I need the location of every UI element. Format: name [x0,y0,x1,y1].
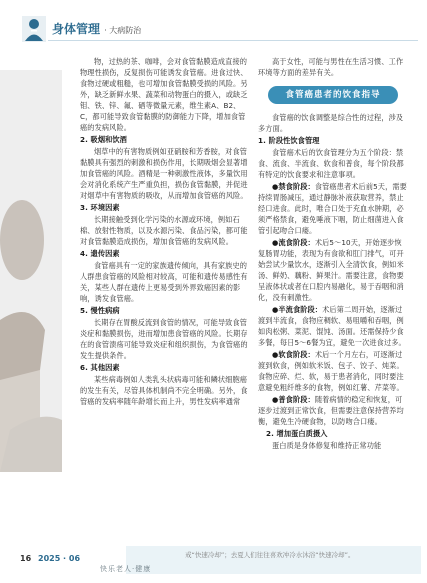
subheading: 6. 其他因素 [80,363,120,372]
side-photo [0,70,62,472]
lead-paragraph [258,304,408,348]
subheading: 3. 环境因素 [80,203,120,212]
subheading: 2. 吸烟和饮酒 [80,135,127,144]
lead-paragraph [258,181,408,236]
body-paragraph: 某些病毒例如人类乳头状病毒可能和鳞状细胞癌的发生有关，尽管具体机制尚不完全明确。另外，食管癌的发病率随年龄增长而上升，男性发病率通常 [80,375,248,406]
lead-text: 随着病情的稳定和恢复，可逐步过渡到正常饮食，但需要注意保持营养均衡，避免生冷硬食物，以防吻合口瘘。 [258,395,404,426]
lead-label: ●流食阶段： [272,238,315,247]
lead-label: ●禁食阶段： [272,182,315,191]
article-column-right [258,56,408,452]
lead-text: 术后第二周开始，逐渐过渡到半流食，食物应稠软、易咀嚼和吞咽，例如肉松粥、菜泥、馄饨、汤面。还需保持少食多餐，每日5～6餐为宜，避免一次进食过多。 [258,305,406,347]
lead-paragraph [258,349,408,393]
subheading: 1. 阶段性饮食管理 [258,136,320,145]
lead-label: ●普食阶段： [272,395,315,404]
lead-text: 术后一个月左右，可逐渐过渡到软食，例如软米饭、包子、饺子、炖菜。食物应碎、烂、软，易于患者消化，同时要注意避免粗纤维多的食物，例如红薯、芹菜等。 [258,350,404,392]
article-column-left [80,56,248,408]
lead-label: ●半流食阶段： [272,305,323,314]
body-paragraph: 食管癌的饮食调整是综合性的过程，涉及多方面。 [258,113,404,133]
doctor-logo-icon [22,16,46,42]
body-paragraph: 长期存在胃酸反流到食管的情况，可能导致食管炎症和黏膜损伤，进而增加患食管癌的风险。长期存在的食管溃疡可能导致炎症和组织损伤，为食管癌的发生提供条件。 [80,318,248,360]
lead-paragraph [258,237,408,303]
lead-text: 术后5～10天，开始逐步恢复肠胃功能，表现为有食欲和肛门排气，可开始尝试少量饮水，逐渐引入全清饮食，例如米汤、鲜奶、藕粉、鲜果汁。需要注意，食物要呈液体状或者在口腔内易融化，易于吞咽和消化，没有刺激性。 [258,238,404,302]
body-paragraph: 烟草中的有害物质例如亚硝胺和芳香胺，对食管黏膜具有强烈的刺激和损伤作用，长期吸烟会显著增加食管癌的风险。酒精是一种刺激性液体，多量饮用会对消化系统产生严重负担，损伤食管黏膜，并促进对烟草中有害物质的吸收，从而增加食管癌的风险。 [80,147,248,200]
footer-slogan: 戒“快速冷却”；去夏人们往往喜欢冲冷水沐浴“快速冷却”。 [185,551,355,559]
lead-label: ●软食阶段： [272,350,315,359]
body-paragraph: 物，过热的茶、咖啡，会对食管黏膜造成直接的物理性损伤，反复损伤可能诱发食管癌。进食过快、食物过硬或粗糙，也可增加食管黏膜受损的风险。另外，缺乏新鲜水果、蔬菜和动物蛋白的摄入，或缺乏钼、铁、锌、氟、硒等微量元素，维生素A、B2、C，都可能导致食管黏膜的防御能力下降，增加食管癌的发病风险。 [80,57,248,132]
subheading: 2. 增加蛋白质摄入 [266,429,328,438]
body-paragraph: 蛋白质是身体修复和维持正常功能 [272,441,382,450]
section-banner: 食管癌患者的饮食指导 [268,86,398,104]
lead-text: 食管癌患者术后前5天，需要持续胃肠减压，通过静脉补液获取营养，禁止经口进食。此时，唯合口处于充血水肿期，必须严格禁食，避免唾液下咽，防止细菌进入食管引起吻合口瘘。 [258,182,407,235]
issue-number: 2025 · 06 [38,554,81,563]
body-paragraph: 食管癌具有一定的家族遗传倾向，具有家族史的人群患食管癌的风险相对较高，可能和遗传易感性有关，某些人群在遗传上更易受到外界致癌因素的影响，诱发食管癌。 [80,261,248,303]
subheading: 4. 遗传因素 [80,249,120,258]
subheading: 5. 慢性病病 [80,306,120,315]
section-subtitle: · 大病防治 [104,26,142,35]
section-title [52,20,141,37]
section-title-main: 身体管理 [52,22,101,36]
magazine-brand: 快乐老人·健康 [100,565,152,573]
page-number: 16 [20,554,32,563]
lead-paragraph [258,394,408,427]
header-divider [48,40,418,41]
page-footer [0,540,427,583]
body-paragraph: 长期接触受到化学污染的水源或环境，例如石棉、放射性物质，以及水源污染、食品污染，都可能对食管黏膜造成损伤，增加食管癌的发病风险。 [80,215,248,246]
body-paragraph: 食管癌术后的饮食管理分为五个阶段：禁食、流食、半流食、软食和普食，每个阶段都有特定的饮食要求和注意事项。 [258,148,404,179]
page-header [0,0,427,48]
body-paragraph: 高于女性，可能与男性在生活习惯、工作环境等方面的差异有关。 [258,57,404,77]
